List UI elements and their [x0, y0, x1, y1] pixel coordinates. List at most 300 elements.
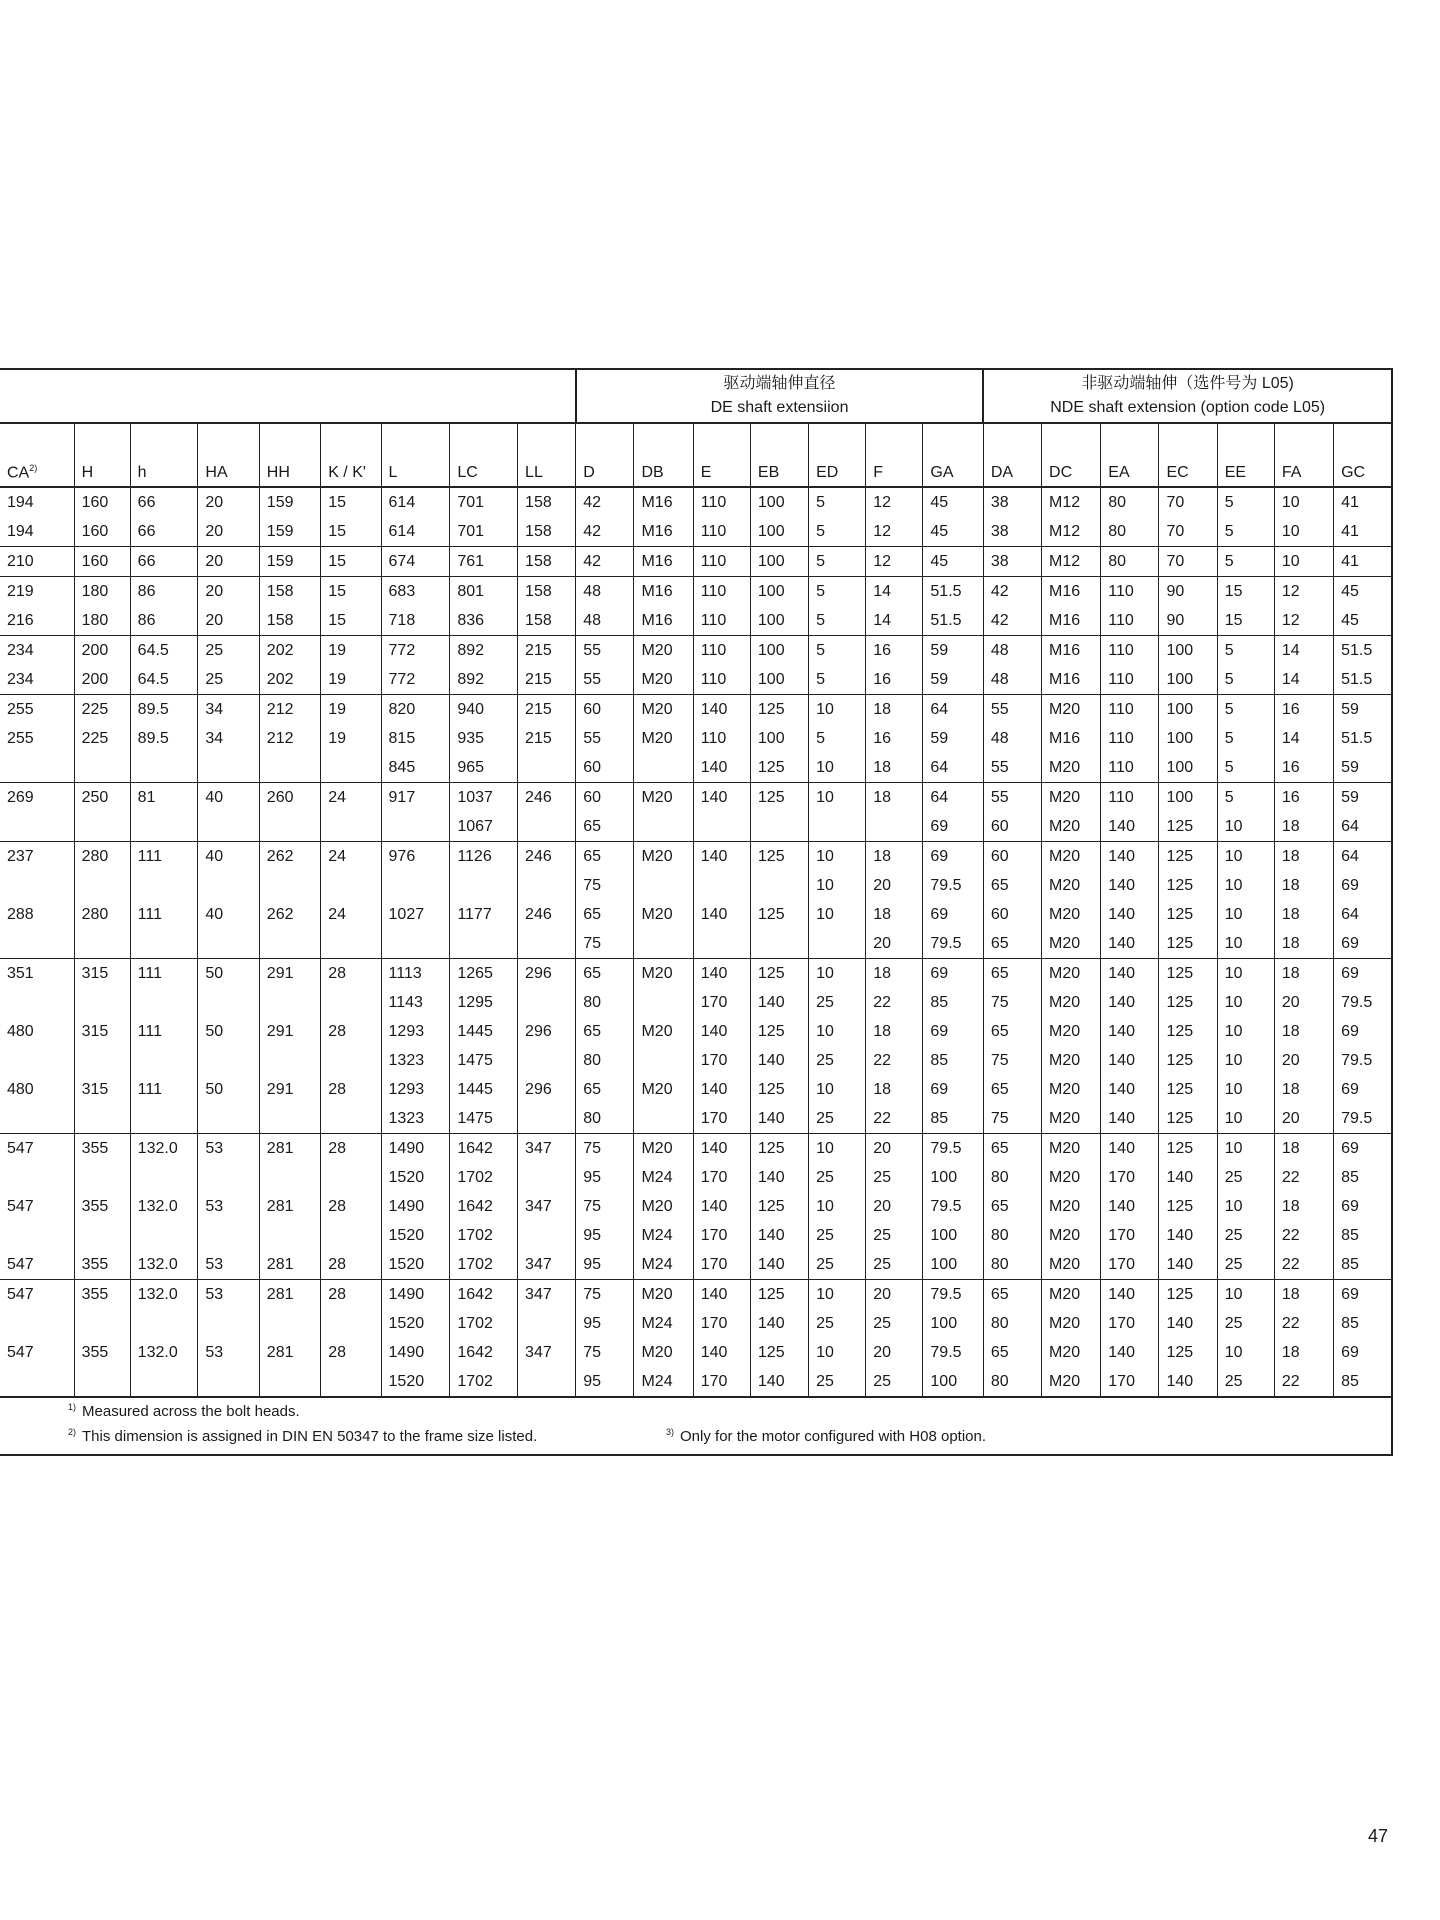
table-cell [321, 1046, 381, 1075]
table-cell: 140 [1159, 1163, 1217, 1192]
table-cell: M12 [1042, 517, 1101, 547]
column-header [381, 423, 450, 487]
page-number: 47 [1368, 1826, 1389, 1846]
table-cell: 16 [1274, 783, 1333, 813]
table-cell: 16 [1274, 695, 1333, 725]
table-cell [634, 988, 693, 1017]
table-cell: 110 [1101, 753, 1159, 783]
table-cell [321, 929, 381, 959]
table-cell: 125 [1159, 1017, 1217, 1046]
table-cell: 250 [74, 783, 130, 813]
table-cell: 10 [1217, 1280, 1274, 1310]
table-cell: 65 [983, 1338, 1041, 1367]
table-cell: 60 [983, 900, 1041, 929]
table-cell: 79.5 [923, 1134, 983, 1164]
table-cell: 110 [693, 577, 750, 607]
table-cell: 125 [1159, 1046, 1217, 1075]
table-cell: 10 [1217, 1104, 1274, 1134]
table-cell: 170 [693, 988, 750, 1017]
table-cell: 291 [259, 959, 320, 989]
table-cell: 53 [198, 1134, 259, 1164]
table-cell: 24 [321, 783, 381, 813]
column-header [750, 423, 808, 487]
table-cell [321, 1221, 381, 1250]
table-cell: 80 [576, 988, 634, 1017]
table-cell [518, 929, 576, 959]
table-cell: 79.5 [923, 1192, 983, 1221]
table-cell: 215 [518, 724, 576, 753]
table-cell: 1126 [450, 842, 518, 872]
table-cell: 65 [576, 959, 634, 989]
table-cell: M20 [634, 900, 693, 929]
table-cell: 5 [1217, 783, 1274, 813]
table-cell: 215 [518, 665, 576, 695]
table-cell: 701 [450, 517, 518, 547]
column-header-label: h [137, 464, 147, 481]
table-cell: 158 [518, 547, 576, 577]
table-cell: 170 [693, 1046, 750, 1075]
table-cell: 296 [518, 959, 576, 989]
table-cell [750, 871, 808, 900]
table-cell: 255 [0, 695, 74, 725]
table-cell: 65 [983, 959, 1041, 989]
table-cell: 347 [518, 1280, 576, 1310]
table-cell: 55 [576, 724, 634, 753]
table-cell: 53 [198, 1192, 259, 1221]
table-cell: 614 [381, 517, 450, 547]
column-header-label: DC [1049, 464, 1073, 481]
table-cell: 22 [866, 1104, 923, 1134]
table-row [0, 636, 1392, 666]
table-cell: 18 [866, 900, 923, 929]
table-cell: 64 [923, 753, 983, 783]
table-cell [0, 1221, 74, 1250]
table-row [0, 1134, 1392, 1164]
table-cell: 75 [983, 1046, 1041, 1075]
table-cell: 69 [923, 959, 983, 989]
dimension-table-sheet [0, 368, 1393, 1456]
column-header-label: EC [1166, 464, 1189, 481]
table-cell [381, 929, 450, 959]
table-cell [130, 812, 198, 842]
table-cell [518, 1163, 576, 1192]
table-cell [0, 1104, 74, 1134]
table-cell: 1027 [381, 900, 450, 929]
table-row [0, 1338, 1392, 1367]
table-cell: 10 [809, 1017, 866, 1046]
table-cell: 75 [576, 1338, 634, 1367]
table-cell: 159 [259, 517, 320, 547]
table-row [0, 900, 1392, 929]
table-cell [259, 1309, 320, 1338]
column-header [1274, 423, 1333, 487]
table-cell: 90 [1159, 577, 1217, 607]
table-cell: 25 [809, 1104, 866, 1134]
table-cell: 20 [198, 606, 259, 636]
table-cell: 5 [809, 547, 866, 577]
table-cell: 170 [1101, 1221, 1159, 1250]
table-cell: 158 [259, 577, 320, 607]
table-cell: 296 [518, 1017, 576, 1046]
table-cell: 80 [983, 1221, 1041, 1250]
table-cell: 1293 [381, 1017, 450, 1046]
table-cell: 215 [518, 695, 576, 725]
table-cell: 140 [693, 753, 750, 783]
table-cell: 674 [381, 547, 450, 577]
table-cell: 1475 [450, 1046, 518, 1075]
table-cell: 60 [983, 812, 1041, 842]
table-cell: 315 [74, 1075, 130, 1104]
table-cell: 212 [259, 724, 320, 753]
table-cell: 79.5 [923, 1338, 983, 1367]
table-cell [74, 1104, 130, 1134]
table-row [0, 1017, 1392, 1046]
table-cell: M20 [634, 1192, 693, 1221]
table-row [0, 517, 1392, 547]
table-cell: 85 [923, 1046, 983, 1075]
table-cell: 281 [259, 1280, 320, 1310]
table-cell: 761 [450, 547, 518, 577]
table-cell: 50 [198, 1075, 259, 1104]
table-row [0, 1367, 1392, 1396]
table-cell: 281 [259, 1134, 320, 1164]
table-cell: 95 [576, 1163, 634, 1192]
table-cell: 140 [1101, 988, 1159, 1017]
table-cell: 34 [198, 724, 259, 753]
table-cell: 110 [693, 665, 750, 695]
table-cell: 18 [866, 753, 923, 783]
table-cell: 69 [1334, 1017, 1392, 1046]
table-cell: 18 [1274, 1338, 1333, 1367]
table-cell: 140 [1159, 1367, 1217, 1396]
table-cell: 160 [74, 547, 130, 577]
dimension-table [0, 368, 1393, 1396]
table-cell: 10 [1217, 1192, 1274, 1221]
table-cell: 28 [321, 1338, 381, 1367]
table-cell: 140 [750, 1250, 808, 1280]
table-cell: 79.5 [923, 929, 983, 959]
table-cell: 170 [693, 1221, 750, 1250]
table-cell: 10 [1217, 900, 1274, 929]
table-cell: 10 [1217, 1046, 1274, 1075]
table-cell: 65 [983, 871, 1041, 900]
table-cell: 22 [866, 988, 923, 1017]
table-cell: 194 [7, 493, 34, 511]
table-cell: M24 [634, 1309, 693, 1338]
table-cell: M16 [1042, 636, 1101, 666]
table-cell: 55 [983, 753, 1041, 783]
column-header [809, 423, 866, 487]
table-cell: 5 [809, 724, 866, 753]
table-cell [809, 929, 866, 959]
table-cell: 51.5 [923, 606, 983, 636]
table-cell: 125 [750, 1134, 808, 1164]
table-cell: 125 [750, 783, 808, 813]
table-cell: 100 [923, 1221, 983, 1250]
table-cell: M20 [1042, 1104, 1101, 1134]
table-cell: 100 [923, 1163, 983, 1192]
table-cell [74, 871, 130, 900]
table-row [0, 665, 1392, 695]
table-cell: 5 [809, 665, 866, 695]
table-cell: 45 [923, 547, 983, 577]
table-cell: 280 [74, 900, 130, 929]
table-cell [74, 988, 130, 1017]
table-cell: 20 [1274, 1046, 1333, 1075]
de-shaft-group-header [576, 369, 984, 423]
column-header [1217, 423, 1274, 487]
table-cell: 262 [259, 900, 320, 929]
table-cell: 50 [198, 959, 259, 989]
table-cell: 10 [809, 753, 866, 783]
table-cell: 10 [809, 1280, 866, 1310]
table-cell: M20 [1042, 1367, 1101, 1396]
table-cell: 1265 [450, 959, 518, 989]
table-cell: 18 [1274, 1192, 1333, 1221]
table-cell [259, 1104, 320, 1134]
table-row [0, 724, 1392, 753]
table-cell: 1520 [381, 1367, 450, 1396]
table-cell: 100 [1159, 695, 1217, 725]
table-cell: 140 [693, 959, 750, 989]
table-cell: 10 [1217, 1017, 1274, 1046]
table-cell: 547 [0, 1134, 74, 1164]
table-cell: M20 [1042, 1280, 1101, 1310]
column-header-label: K / K' [328, 464, 366, 481]
table-cell: 110 [693, 487, 750, 517]
table-cell: 28 [321, 1075, 381, 1104]
table-cell: 547 [0, 1280, 74, 1310]
column-header [259, 423, 320, 487]
table-cell [259, 812, 320, 842]
table-row [0, 753, 1392, 783]
column-header-label: LC [457, 464, 478, 481]
table-cell: 45 [1334, 577, 1392, 607]
table-cell: 194 [7, 522, 34, 540]
table-cell [130, 1367, 198, 1396]
table-cell: 100 [923, 1309, 983, 1338]
table-cell: 125 [750, 1280, 808, 1310]
table-cell: M20 [634, 1338, 693, 1367]
table-cell: 18 [866, 842, 923, 872]
table-cell: 100 [750, 547, 808, 577]
table-cell: 20 [866, 871, 923, 900]
table-cell: 1520 [381, 1221, 450, 1250]
table-cell: 547 [7, 1343, 34, 1361]
table-cell: 160 [74, 487, 130, 517]
table-cell [518, 753, 576, 783]
table-cell: 718 [381, 606, 450, 636]
table-cell: 22 [1274, 1367, 1333, 1396]
column-header-label: L [388, 464, 398, 481]
table-cell: 1702 [450, 1367, 518, 1396]
table-cell: 5 [809, 636, 866, 666]
table-cell [198, 929, 259, 959]
table-cell: 110 [1101, 665, 1159, 695]
table-cell: 55 [576, 636, 634, 666]
table-cell: 51.5 [1334, 724, 1392, 753]
table-cell: M20 [1042, 1134, 1101, 1164]
table-cell: M16 [1042, 606, 1101, 636]
table-cell: 237 [0, 842, 74, 872]
table-cell: 110 [693, 724, 750, 753]
table-cell: 69 [1334, 1075, 1392, 1104]
table-cell: 60 [576, 695, 634, 725]
table-cell: 12 [1274, 606, 1333, 636]
table-cell [198, 1046, 259, 1075]
table-cell: 55 [983, 783, 1041, 813]
table-cell [198, 1367, 259, 1396]
footnote-3-mark: 3) [666, 1427, 675, 1437]
table-row [0, 871, 1392, 900]
table-cell: 976 [381, 842, 450, 872]
table-cell: 80 [983, 1250, 1041, 1280]
table-cell [198, 1163, 259, 1192]
table-cell: 10 [1217, 871, 1274, 900]
table-cell: 64 [923, 783, 983, 813]
table-cell: M20 [634, 842, 693, 872]
column-header-label: GA [930, 464, 954, 481]
table-cell: 1323 [381, 1046, 450, 1075]
table-cell [321, 988, 381, 1017]
table-cell: 80 [576, 1104, 634, 1134]
table-cell [450, 929, 518, 959]
table-cell: 281 [259, 1250, 320, 1280]
table-cell: 22 [1274, 1309, 1333, 1338]
table-cell: 269 [0, 783, 74, 813]
table-cell: 110 [693, 606, 750, 636]
table-cell: 55 [576, 665, 634, 695]
table-cell: 132.0 [130, 1280, 198, 1310]
table-cell: 20 [1274, 1104, 1333, 1134]
table-cell [450, 871, 518, 900]
table-cell: 125 [750, 1075, 808, 1104]
table-cell: 22 [1274, 1221, 1333, 1250]
table-cell [74, 753, 130, 783]
table-cell [518, 871, 576, 900]
table-cell: 246 [518, 900, 576, 929]
table-cell: 125 [750, 695, 808, 725]
table-cell [809, 812, 866, 842]
column-header-label: CA [7, 464, 30, 481]
table-cell: 20 [866, 1192, 923, 1221]
table-cell: M20 [1042, 1075, 1101, 1104]
table-cell: 140 [693, 1075, 750, 1104]
table-cell [321, 1163, 381, 1192]
table-cell: 20 [866, 1338, 923, 1367]
table-cell: 18 [1274, 1075, 1333, 1104]
table-cell: 75 [576, 1280, 634, 1310]
table-cell: 25 [809, 1250, 866, 1280]
table-cell: 845 [381, 753, 450, 783]
table-cell: 10 [1217, 988, 1274, 1017]
table-cell [0, 1163, 74, 1192]
table-cell: 25 [1217, 1221, 1274, 1250]
table-cell: M20 [1042, 1221, 1101, 1250]
table-cell: 210 [0, 547, 74, 577]
table-cell: 10 [809, 1192, 866, 1221]
table-row [0, 1163, 1392, 1192]
table-cell: 15 [1217, 577, 1274, 607]
table-cell: 355 [74, 1192, 130, 1221]
table-cell [259, 1046, 320, 1075]
column-header [518, 423, 576, 487]
table-cell: 5 [1217, 636, 1274, 666]
table-cell: 28 [321, 959, 381, 989]
table-cell: 18 [1274, 1017, 1333, 1046]
table-cell: 85 [1334, 1309, 1392, 1338]
table-cell: 64 [1334, 842, 1392, 872]
table-cell: 801 [450, 577, 518, 607]
table-cell: 140 [1101, 900, 1159, 929]
table-cell [0, 1309, 74, 1338]
table-row [0, 1250, 1392, 1280]
table-cell: 65 [576, 842, 634, 872]
table-cell: 315 [74, 959, 130, 989]
table-cell [0, 1367, 74, 1396]
table-cell [130, 871, 198, 900]
table-cell: 65 [576, 1017, 634, 1046]
table-cell: 64 [1334, 812, 1392, 842]
table-cell: 5 [1217, 547, 1274, 577]
table-cell: 19 [321, 724, 381, 753]
footnote-2 [68, 1427, 537, 1445]
table-cell: 158 [518, 517, 576, 547]
table-row [0, 1280, 1392, 1310]
table-cell: 75 [576, 1192, 634, 1221]
table-cell [321, 1367, 381, 1396]
table-cell: 95 [576, 1309, 634, 1338]
table-cell: 140 [693, 842, 750, 872]
ca-footnote-mark: 2) [29, 462, 38, 473]
table-cell: 1642 [450, 1192, 518, 1221]
table-cell: M20 [634, 1075, 693, 1104]
table-cell: 45 [1334, 606, 1392, 636]
table-cell: 85 [1334, 1250, 1392, 1280]
table-cell: 1490 [381, 1134, 450, 1164]
table-cell: 10 [1217, 842, 1274, 872]
table-cell: 132.0 [130, 1338, 198, 1367]
table-cell: M20 [1042, 871, 1101, 900]
table-cell: 12 [866, 547, 923, 577]
table-cell: 16 [866, 665, 923, 695]
table-cell: 15 [321, 606, 381, 636]
column-header-label: E [700, 464, 712, 481]
table-cell: 28 [321, 1134, 381, 1164]
table-cell: 10 [809, 900, 866, 929]
table-cell: 110 [693, 547, 750, 577]
table-cell: 158 [518, 487, 576, 517]
table-cell: 260 [259, 783, 320, 813]
table-cell: M20 [1042, 1192, 1101, 1221]
table-cell: 80 [1101, 547, 1159, 577]
table-cell: 86 [130, 606, 198, 636]
table-cell: 75 [983, 988, 1041, 1017]
table-cell: 170 [693, 1309, 750, 1338]
table-cell: 42 [983, 577, 1041, 607]
table-cell: 892 [450, 636, 518, 666]
column-header [130, 423, 198, 487]
table-row [0, 1221, 1392, 1250]
de-group-title-cn: 驱动端轴伸直径 [723, 375, 836, 392]
table-cell: 18 [1274, 929, 1333, 959]
table-cell: 347 [518, 1192, 576, 1221]
table-cell: 170 [693, 1104, 750, 1134]
column-header-label: F [873, 464, 884, 481]
header-group-blank [0, 369, 576, 423]
table-cell: 69 [923, 1075, 983, 1104]
table-cell: 86 [130, 577, 198, 607]
